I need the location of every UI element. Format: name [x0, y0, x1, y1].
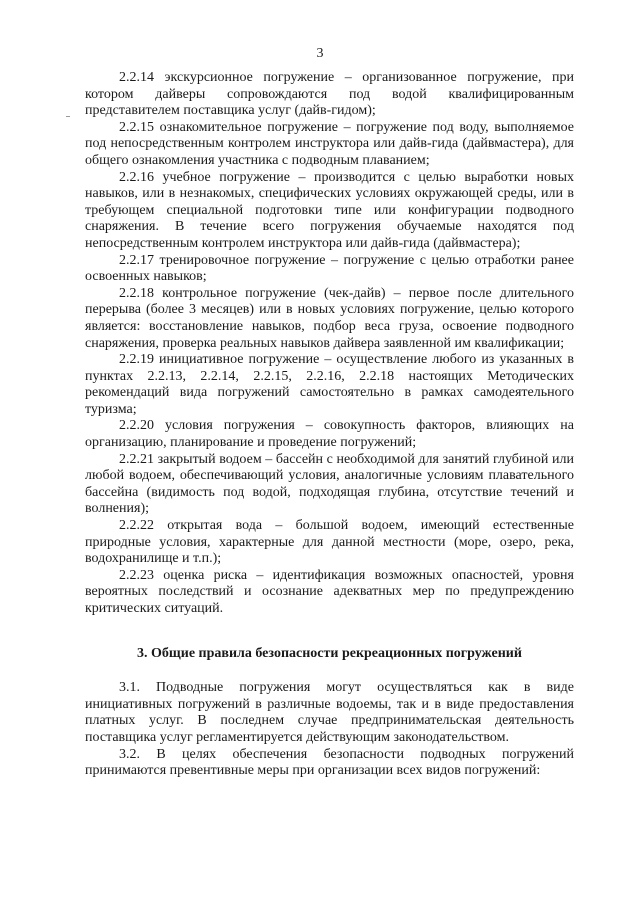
page-number: 3: [316, 46, 324, 61]
definition-2-2-22: 2.2.22 открытая вода – большой водоем, имеющий естественные природные условия, характерные для данной местности (море, озеро, река, водохранилище и т.п.);: [85, 518, 574, 567]
definition-2-2-14: 2.2.14 экскурсионное погружение – организованное погружение, при котором дайверы сопровождаются под водой квалифицированным представителем поставщика услуг (дайв-гидом);: [85, 70, 574, 119]
definition-2-2-19: 2.2.19 инициативное погружение – осуществление любого из указанных в пунктах 2.2.13, 2.2.14, 2.2.15, 2.2.16, 2.2.18 настоящих Методических рекомендаций вида погружений самостоятельно в рамках самодеятельного туризма;: [85, 352, 574, 417]
definition-2-2-23: 2.2.23 оценка риска – идентификация возможных опасностей, уровня вероятных последствий и осознание адекватных мер по предупреждению критических ситуаций.: [85, 567, 574, 616]
definition-2-2-21: 2.2.21 закрытый водоем – бассейн с необходимой для занятий глубиной или любой водоем, обеспечивающий условия, аналогичные условиям плавательного бассейна (видимость под водой, подходящая глубина, отсутствие течений и волнения);: [85, 451, 574, 517]
definition-2-2-15: 2.2.15 ознакомительное погружение – погружение под воду, выполняемое под непосредственным контролем инструктора или дайв-гида (дайвмастера), для общего ознакомления участника с подводным плаванием;: [85, 119, 574, 168]
definition-2-2-17: 2.2.17 тренировочное погружение – погружение с целью отработки ранее освоенных навыков;: [85, 252, 574, 285]
page-content: [85, 70, 574, 780]
section-paragraph-3-1: 3.1. Подводные погружения могут осуществляться как в виде инициативных погружений в различные водоемы, так и в виде предоставления платных услуг. В последнем случае предпринимательская деятельность поставщика услуг регламентируется действующим законодательством.: [85, 680, 574, 745]
definition-2-2-20: 2.2.20 условия погружения – совокупность факторов, влияющих на организацию, планирование и проведение погружений;: [85, 418, 574, 451]
scan-mark: [66, 116, 70, 117]
definition-2-2-16: 2.2.16 учебное погружение – производится с целью выработки новых навыков, или в незнакомых, специфических условиях окружающей среды, или в требующем специальной подготовки типе или конфигурации подводного снаряжения. В течение всего погружения обучаемые находятся под непосредственным контролем инструктора или дайв-гида (дайвмастера);: [85, 169, 574, 251]
definition-2-2-18: 2.2.18 контрольное погружение (чек-дайв) – первое после длительного перерыва (более 3 месяцев) или в новых условиях погружение, целью которого является: восстановление навыков, подбор веса груза, освоение подводного снаряжения, проверка реальных навыков дайвера заявленной им квалификации;: [85, 285, 574, 351]
section-paragraph-3-2: 3.2. В целях обеспечения безопасности подводных погружений принимаются превентивные меры при организации всех видов погружений:: [85, 746, 574, 779]
section-heading: 3. Общие правила безопасности рекреационных погружений: [137, 645, 522, 661]
